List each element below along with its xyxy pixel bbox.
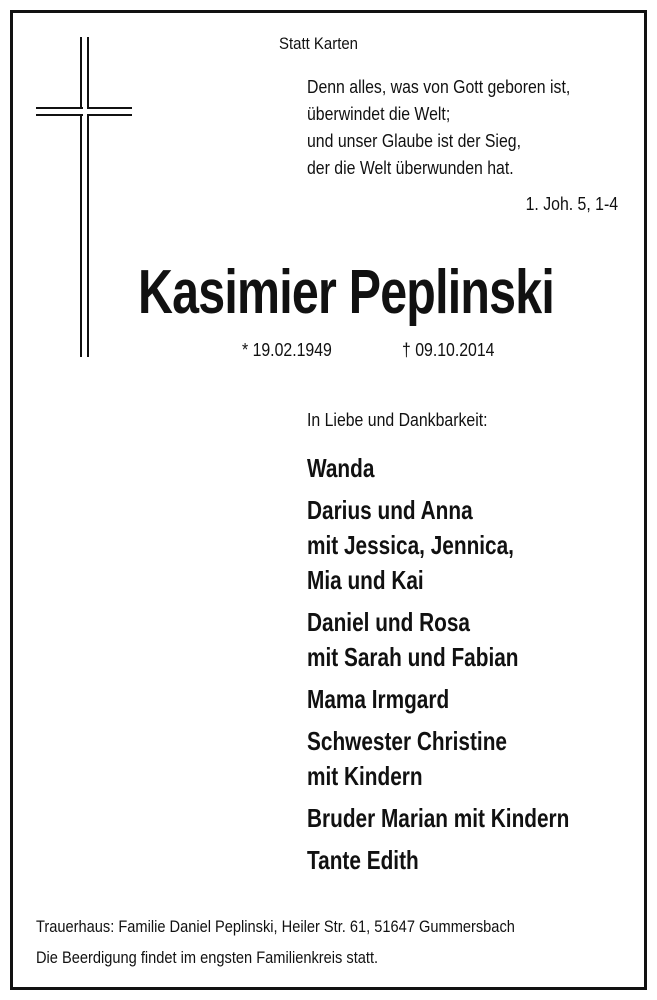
mourner-line: Darius und Anna	[307, 495, 473, 525]
mourner-group	[307, 801, 569, 836]
bible-verse	[307, 74, 570, 182]
mourning-house-address: Trauerhaus: Familie Daniel Peplinski, Heiler Str. 61, 51647 Gummersbach	[36, 917, 515, 936]
mourner-group	[307, 682, 569, 717]
mourners-list	[307, 451, 569, 885]
statt-karten-label: Statt Karten	[279, 34, 359, 53]
mourner-line: Schwester Christine	[307, 726, 507, 756]
mourner-group	[307, 605, 569, 675]
mourners-intro: In Liebe und Dankbarkeit:	[307, 410, 488, 430]
funeral-note: Die Beerdigung findet im engsten Familienkreis statt.	[36, 948, 379, 967]
mourner-line: Tante Edith	[307, 845, 419, 875]
mourner-line: Mama Irmgard	[307, 684, 450, 714]
cross-vertical-beam	[80, 37, 89, 357]
mourner-line: mit Sarah und Fabian	[307, 642, 519, 672]
death-date: † 09.10.2014	[402, 340, 495, 360]
verse-line: überwindet die Welt;	[307, 104, 451, 124]
mourner-group	[307, 493, 569, 598]
mourner-group	[307, 724, 569, 794]
verse-line: der die Welt überwunden hat.	[307, 158, 514, 178]
mourner-group	[307, 451, 569, 486]
mourner-group	[307, 843, 569, 878]
mourner-line: mit Jessica, Jennica,	[307, 530, 514, 560]
mourner-line: mit Kindern	[307, 761, 423, 791]
verse-line: Denn alles, was von Gott geboren ist,	[307, 77, 571, 97]
mourner-line: Mia und Kai	[307, 565, 424, 595]
verse-reference: 1. Joh. 5, 1-4	[525, 194, 618, 214]
cross-joint-h	[80, 110, 89, 114]
mourner-line: Daniel und Rosa	[307, 607, 470, 637]
birth-date: * 19.02.1949	[242, 340, 332, 360]
deceased-name: Kasimier Peplinski	[138, 258, 555, 327]
mourner-line: Wanda	[307, 453, 375, 483]
verse-line: und unser Glaube ist der Sieg,	[307, 131, 521, 151]
mourner-line: Bruder Marian mit Kindern	[307, 803, 570, 833]
